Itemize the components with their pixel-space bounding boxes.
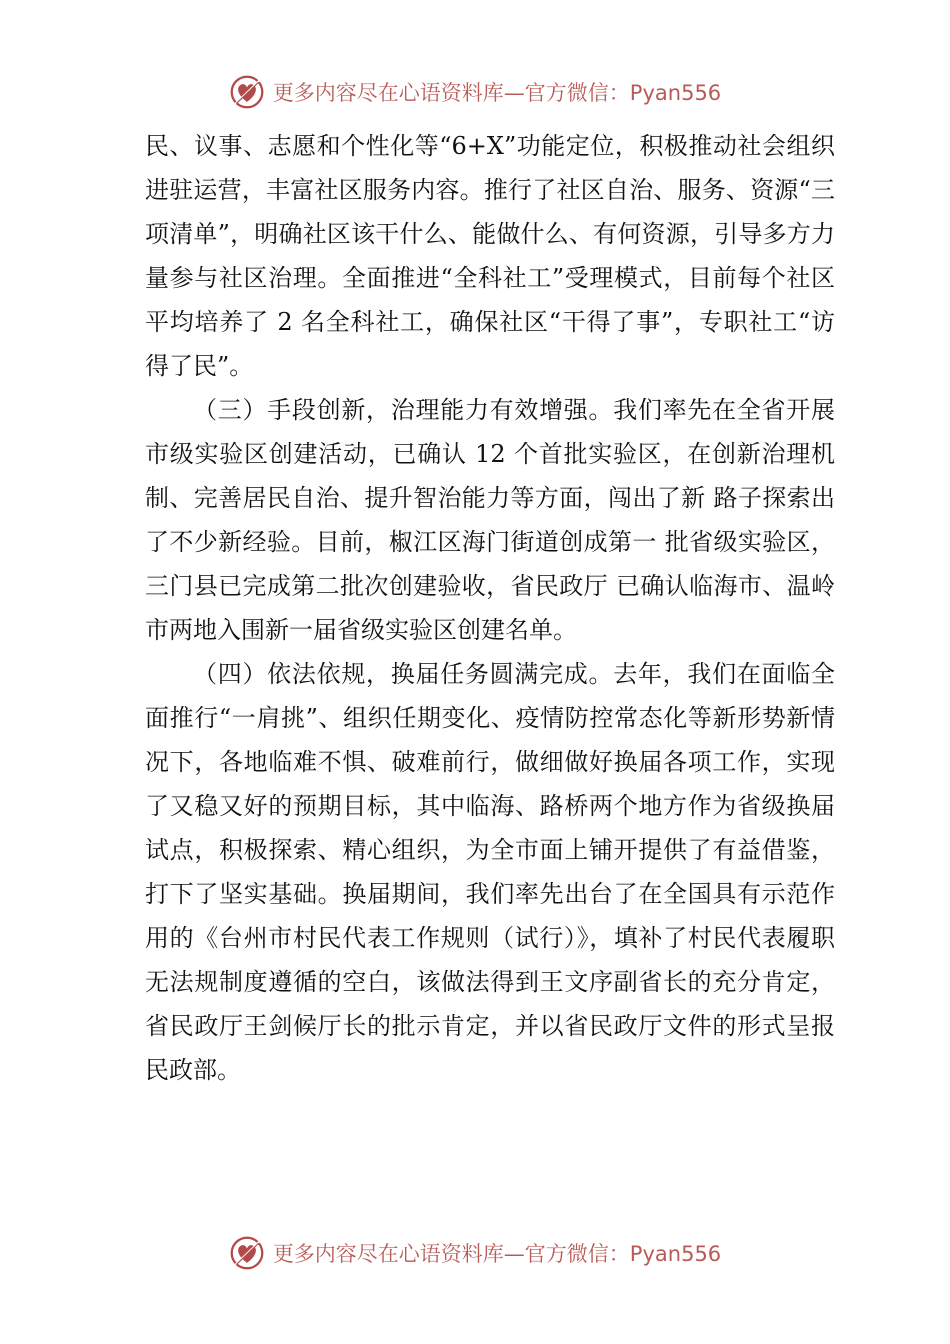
paragraph-3: （四）依法依规，换届任务圆满完成。去年，我们在面临全面推行“一肩挑”、组织任期变化、疫情防控常态化等新形势新情况下，各地临难不惧、破难前行，做细做好换届各项工作，实现了又稳又好的预期目标，其中临海、路桥两个地方作为省级换届试点，积极探索、精心组织，为全市面上铺开提供了有益借鉴，打下了坚实基础。换届期间，我们率先出台了在全国具有示范作用的《台州市村民代表工作规则（试行）》，填补了村民代表履职无法规制度遵循的空白，该做法得到王文序副省长的充分肯定，省民政厅王剑候厅长的批示肯定，并以省民政厅文件的形式呈报民政部。 <box>145 660 835 1084</box>
header-watermark <box>0 72 950 112</box>
heart-logo-icon <box>229 74 265 110</box>
heart-logo-icon <box>229 1235 265 1271</box>
watermark-text: 更多内容尽在心语资料库—官方微信：Pyan556 <box>272 1242 722 1266</box>
paragraph-1: 民、议事、志愿和个性化等“6+X”功能定位，积极推动社会组织进驻运营，丰富社区服务内容。推行了社区自治、服务、资源“三项清单”，明确社区该干什么、能做什么、有何资源，引导多方力量参与社区治理。全面推进“全科社工”受理模式，目前每个社区平均培养了 2 名全科社工，确保社区“干得了事”，专职社工“访得了民”。 <box>145 132 835 380</box>
watermark-text: 更多内容尽在心语资料库—官方微信：Pyan556 <box>272 81 722 105</box>
document-body <box>145 124 835 1092</box>
paragraph-2: （三）手段创新，治理能力有效增强。我们率先在全省开展市级实验区创建活动，已确认 12 个首批实验区，在创新治理机制、完善居民自治、提升智治能力等方面，闯出了新 路子探索出了不少新经验。目前，椒江区海门街道创成第一 批省级实验区，三门县已完成第二批次创建验收，省民政厅 已确认临海市、温岭市两地入围新一届省级实验区创建名单。 <box>145 396 835 644</box>
footer-watermark <box>0 1233 950 1273</box>
